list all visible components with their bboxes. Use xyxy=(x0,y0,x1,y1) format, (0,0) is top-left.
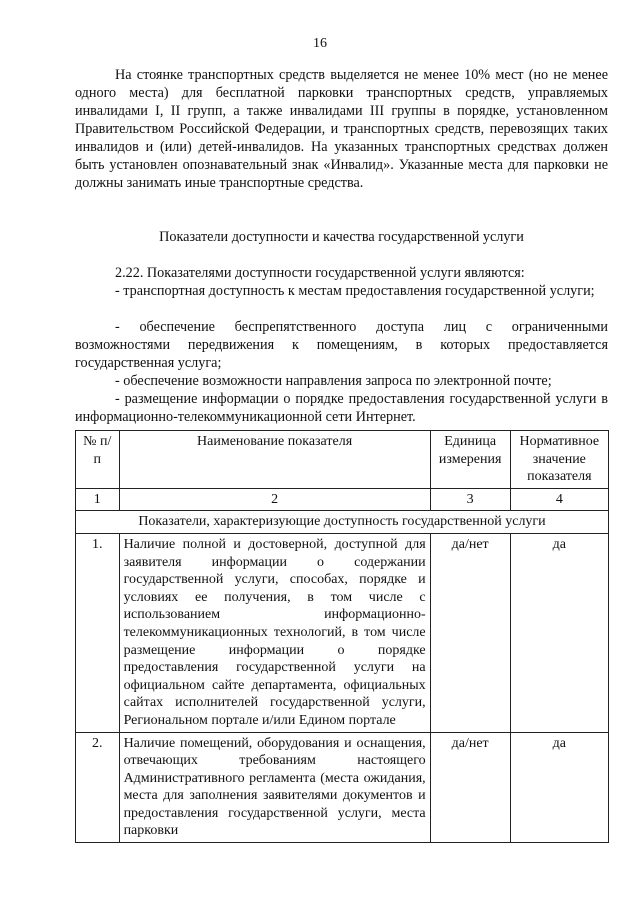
bullet-email-request: - обеспечение возможности направления запроса по электронной почте; xyxy=(115,373,552,389)
page-number: 16 xyxy=(313,36,327,51)
row-unit: да/нет xyxy=(430,732,510,843)
row-indicator-name: Наличие полной и достоверной, доступной для заявителя информации о содержании государственной услуги, способах, порядке и условиях ее получения, в том числе с использованием информационно-телекоммуникационных технологий, в том числе размещение информации о порядке предоставления государственной услуги на официальном сайте департамента, официальных сайтах исполнителей государственной услуги, Региональном портале и/или Едином портале xyxy=(119,533,430,732)
indicators-table xyxy=(75,430,609,843)
table-row xyxy=(76,732,609,843)
table-header-row xyxy=(76,431,609,489)
table-row xyxy=(76,533,609,732)
index-cell: 4 xyxy=(510,488,608,511)
row-indicator-name: Наличие помещений, оборудования и оснащения, отвечающих требованиям настоящего Административного регламента (места ожидания, места для заполнения заявителями документов и предоставления государственной услуги, места парковки xyxy=(119,732,430,843)
parking-paragraph: На стоянке транспортных средств выделяется не менее 10% мест (но не менее одного места) для бесплатной парковки транспортных средств, управляемых инвалидами I, II групп, а также инвалидами III группы в порядке, установленном Правительством Российской Федерации, и транспортных средств, перевозящих таких инвалидов и (или) детей-инвалидов. На указанных транспортных средствах должен быть установлен опознавательный знак «Инвалид». Указанные места для парковки не должны занимать иные транспортные средства. xyxy=(75,67,608,191)
section-title: Показатели доступности и качества государственной услуги xyxy=(159,229,524,245)
header-indicator-name: Наименование показателя xyxy=(119,431,430,489)
row-number: 2. xyxy=(76,732,120,843)
index-cell: 3 xyxy=(430,488,510,511)
row-value: да xyxy=(510,533,608,732)
header-unit: Единица измерения xyxy=(430,431,510,489)
table-index-row xyxy=(76,488,609,511)
header-number: № п/п xyxy=(76,431,120,489)
table-group-row xyxy=(76,511,609,534)
bullet-transport-access: - транспортная доступность к местам предоставления государственной услуги; xyxy=(115,283,595,299)
index-cell: 2 xyxy=(119,488,430,511)
row-unit: да/нет xyxy=(430,533,510,732)
group-title: Показатели, характеризующие доступность государственной услуги xyxy=(76,511,609,534)
row-number: 1. xyxy=(76,533,120,732)
bullet-barrier-free-access: - обеспечение беспрепятственного доступа лиц с ограниченными возможностями передвижения к помещениям, в которых предоставляется государственная услуга; xyxy=(75,319,608,371)
index-cell: 1 xyxy=(76,488,120,511)
header-normative-value: Нормативное значение показателя xyxy=(510,431,608,489)
indicators-intro: 2.22. Показателями доступности государственной услуги являются: xyxy=(115,265,525,281)
bullet-internet-info: - размещение информации о порядке предоставления государственной услуги в информационно-телекоммуникационной сети Интернет. xyxy=(75,391,608,425)
row-value: да xyxy=(510,732,608,843)
